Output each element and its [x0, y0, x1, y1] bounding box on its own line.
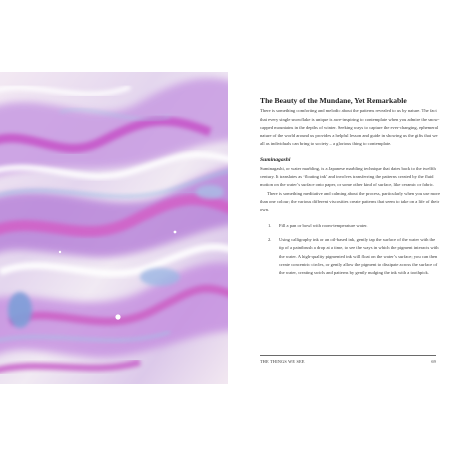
step-number: 1. — [268, 223, 272, 229]
section-heading: The Beauty of the Mundane, Yet Remarkable — [260, 96, 407, 105]
process-paragraph: There is something meditative and calming about the process, particularly when you use more than one colour; the various different viscosities create patterns that seem to take on a life of their own. — [260, 190, 440, 212]
running-footer-title: THE THINGS WE SEE — [260, 359, 305, 364]
page-number: 69 — [431, 359, 436, 364]
list-item — [260, 236, 440, 277]
step-text: Using calligraphy ink or an oil-based ink, gently tap the surface of the water with the tip of a paintbrush a drop at a time, to see the ways in which the pigment interacts with the water. A high-quality pigmented ink will float on the water’s surface; you can then create concentric circles, or gently allow the pigment to dissipate across the surface of the water, creating swirls and patterns by gently nudging the ink with a toothpick. — [279, 237, 439, 275]
definition-paragraph: Suminagashi, or water marbling, is a Japanese marbling technique that dates back to the twelfth century. It translates as ‘floating ink’ and involves transferring the patterns created by the fluid motion on the water’s surface onto paper, or some other kind of surface, like ceramic or fabric. — [260, 166, 436, 188]
marbled-ink-photo — [0, 72, 228, 384]
step-text: Fill a pan or bowl with room-temperature water. — [279, 223, 368, 229]
step-number: 2. — [268, 237, 272, 243]
text-page — [228, 72, 456, 384]
intro-paragraph: There is something comforting and melodic about the patterns revealed to us by nature. The fact that every single snowflake is unique is awe-inspiring to contemplate when you admire the snow-capped mountains in the depths of winter. Seeking ways to capture the ever-changing, ephemeral nature of the world around us provides a helpful lesson and guide in showing us the gifts that we all as individuals can bring to society – a glorious thing to contemplate. — [260, 108, 440, 147]
subheading: Suminagashi — [260, 157, 291, 164]
instruction-list — [260, 222, 440, 277]
text-column — [260, 96, 440, 283]
page-footer — [260, 355, 436, 364]
list-item — [260, 222, 440, 230]
marbled-ink-illustration — [0, 72, 228, 384]
